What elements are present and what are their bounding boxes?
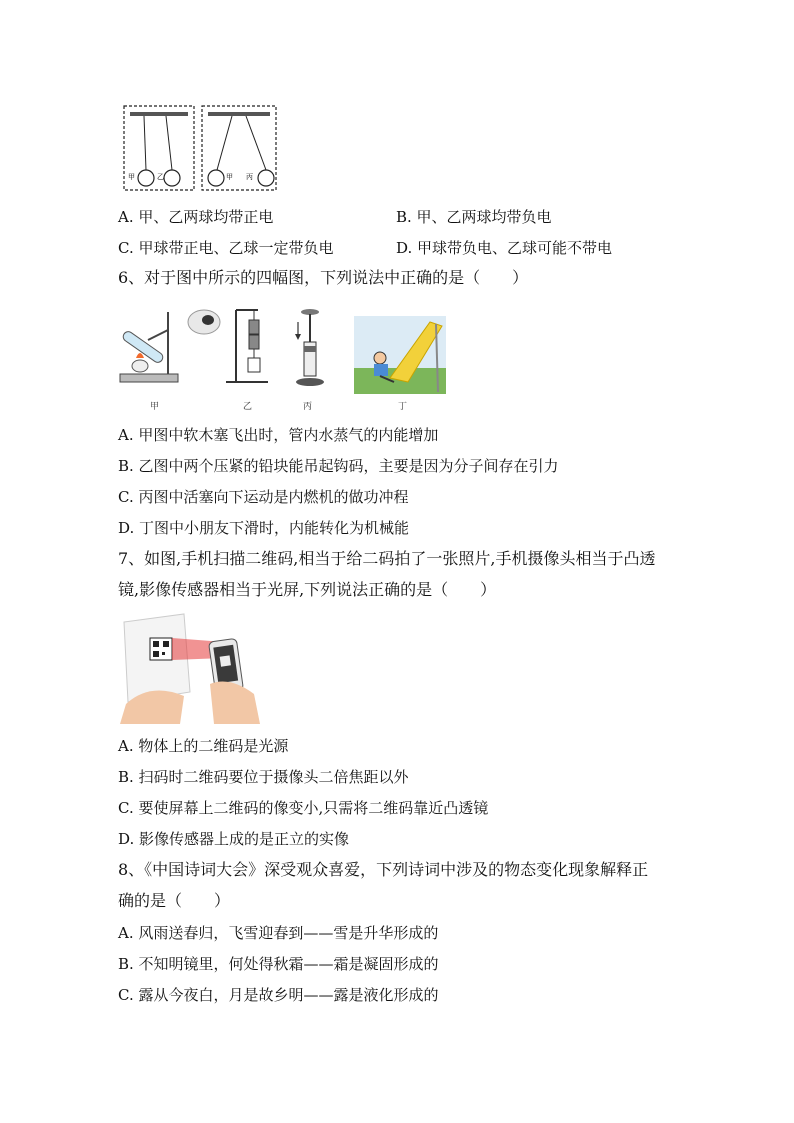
pendulum-label-jia-right: 甲 bbox=[226, 173, 233, 181]
q7-stem-line2: 镜,影像传感器相当于光屏,下列说法正确的是（ ） bbox=[118, 580, 497, 599]
q6-option-a: A. 甲图中软木塞飞出时，管内水蒸气的内能增加 bbox=[118, 426, 439, 444]
q7-qr-scan-figure bbox=[120, 612, 270, 724]
q6-option-b: B. 乙图中两个压紧的铅块能吊起钩码，主要是因为分子间存在引力 bbox=[118, 457, 559, 475]
q6-option-d: D. 丁图中小朋友下滑时，内能转化为机械能 bbox=[118, 519, 410, 537]
q5-option-d: D. 甲球带负电、乙球可能不带电 bbox=[396, 239, 613, 257]
q6-figures bbox=[118, 302, 448, 398]
q8-stem-line2: 确的是（ ） bbox=[118, 891, 231, 910]
q7-option-b: B. 扫码时二维码要位于摄像头二倍焦距以外 bbox=[118, 768, 409, 786]
q5-option-c: C. 甲球带正电、乙球一定带负电 bbox=[118, 239, 334, 257]
q6-caption-yi: 乙 bbox=[243, 402, 253, 412]
q7-stem-line1: 7、如图,手机扫描二维码,相当于给二码拍了一张照片,手机摄像头相当于凸透 bbox=[118, 549, 656, 568]
q6-caption-ding: 丁 bbox=[398, 402, 408, 412]
q5-option-a: A. 甲、乙两球均带正电 bbox=[118, 208, 274, 226]
pendulum-label-jia-left: 甲 bbox=[128, 173, 135, 181]
q6-stem: 6、对于图中所示的四幅图，下列说法中正确的是（ ） bbox=[118, 268, 529, 287]
q7-option-d: D. 影像传感器上成的是正立的实像 bbox=[118, 830, 350, 848]
pendulum-label-yi: 乙 bbox=[157, 173, 164, 181]
q6-caption-bing: 丙 bbox=[303, 402, 313, 412]
q8-option-a: A. 风雨送春归，飞雪迎春到——雪是升华形成的 bbox=[118, 924, 439, 942]
q6-caption-jia: 甲 bbox=[150, 402, 160, 412]
q6-option-c: C. 丙图中活塞向下运动是内燃机的做功冲程 bbox=[118, 488, 409, 506]
q7-option-c: C. 要使屏幕上二维码的像变小,只需将二维码靠近凸透镜 bbox=[118, 799, 489, 817]
pendulum-label-bing: 丙 bbox=[246, 173, 253, 181]
q8-option-c: C. 露从今夜白，月是故乡明——露是液化形成的 bbox=[118, 986, 439, 1004]
q5-option-b: B. 甲、乙两球均带负电 bbox=[396, 208, 552, 226]
q8-option-b: B. 不知明镜里，何处得秋霜——霜是凝固形成的 bbox=[118, 955, 439, 973]
q7-option-a: A. 物体上的二维码是光源 bbox=[118, 737, 289, 755]
pendulum-figure bbox=[120, 100, 280, 194]
q8-stem-line1: 8、《中国诗词大会》深受观众喜爱，下列诗词中涉及的物态变化现象解释正 bbox=[118, 860, 649, 879]
